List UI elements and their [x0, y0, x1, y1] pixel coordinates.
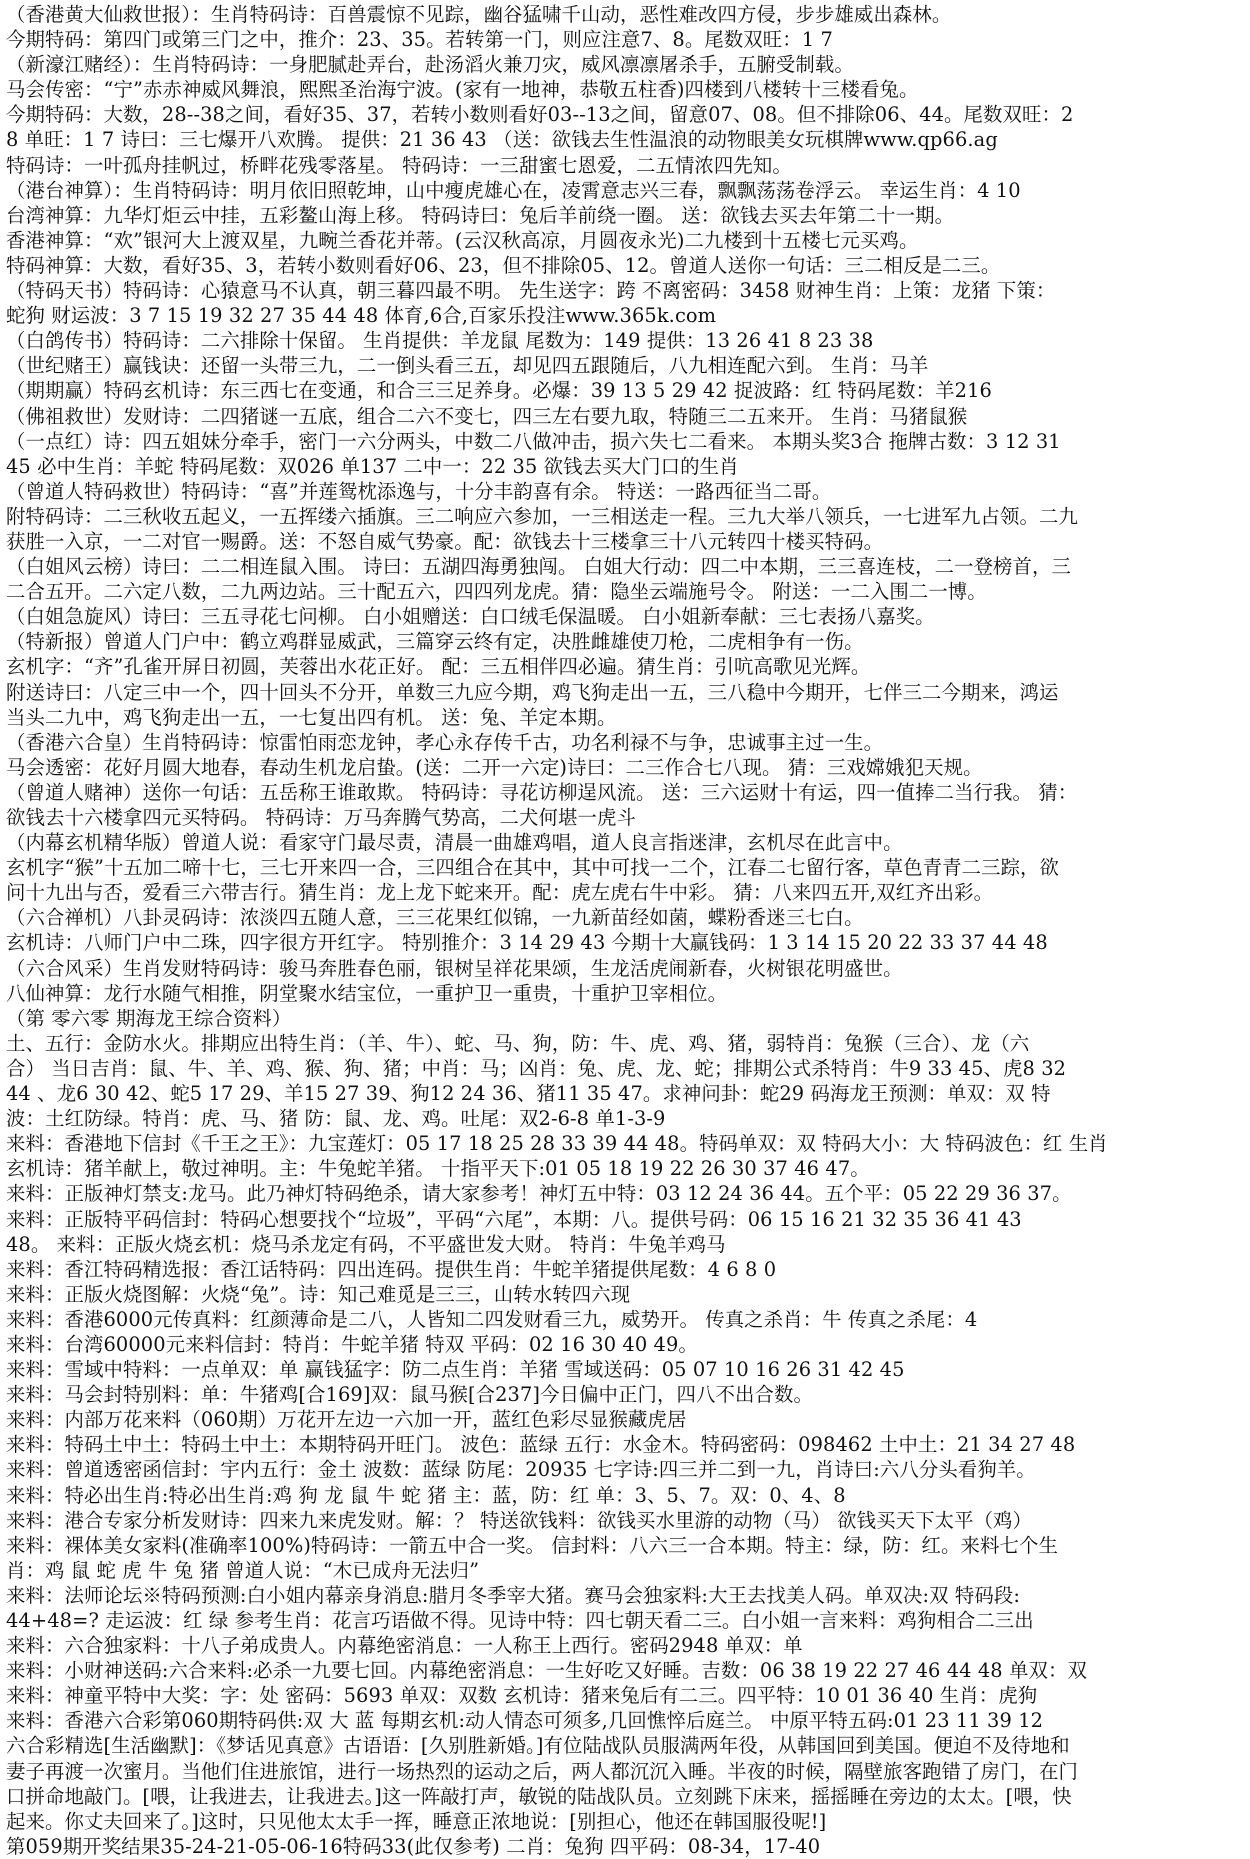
text-line: 口拼命地敲门。[喂，让我进去，让我进去。]这一阵敲打声，敏锐的陆战队员。立刻跳下床来，摇摇睡在旁边的太太。[喂，快 — [6, 1784, 1072, 1808]
text-line: （白鸽传书）特码诗：二六排除十保留。 生肖提供：羊龙鼠 尾数为：149 提供：13 26 41 8 23 38 — [6, 329, 874, 353]
text-line: 来料：雪域中特料：一点单双：单 赢钱猛字：防二点生肖：羊猪 雪域送码：05 07 10 16 26 31 42 45 — [6, 1358, 905, 1382]
text-line: 45 必中生肖：羊蛇 特码尾数：双026 单137 二中一：22 35 欲钱去买大门口的生肖 — [6, 454, 739, 478]
text-line: （香港黄大仙救世报）：生肖特码诗：百兽震惊不见踪，幽谷猛啸千山动，恶性难改四方侵，步步雄威出森林。 — [6, 3, 952, 26]
text-line: 玄机字：“齐”孔雀开屏日初圆，芙蓉出水花正好。 配：三五相伴四必遍。猜生肖：引吭高歌见光辉。 — [6, 655, 871, 679]
text-line: 欲钱去十六楼拿四元买特码。 特码诗：万马奔腾气势高，二犬何堪一虎斗 — [6, 806, 636, 829]
text-line: 马会传密：“宁”赤赤神威风舞浪，熙熙圣治海宁波。(家有一地神，恭敬五柱香)四楼到八楼转十三楼看兔。 — [6, 78, 919, 102]
text-line: （特新报）曾道人门户中：鹤立鸡群显威武，三篇穿云终有定，决胜雌雄使刀枪，二虎相争有一伤。 — [6, 630, 864, 654]
text-line: 来料：香港6000元传真料：红颜薄命是二八，人皆知二四发财看三九，威势开。 传真之杀肖：牛 传真之杀尾：4 — [6, 1307, 978, 1331]
text-line: （香港六合皇）生肖特码诗：惊雷怕雨恋龙钟，孝心永存传千古，功名利禄不与争，忠诚事主过一生。 — [6, 730, 884, 754]
text-line: 来料：六合独家料：十八子弟成贵人。内幕绝密消息：一人称王上西行。密码2948 单双：单 — [6, 1634, 803, 1658]
text-line: 44 、龙6 30 42、蛇5 17 29、羊15 27 39、狗12 24 36、猪11 35 47。求神问卦：蛇29 码海龙王预测：单双：双 特 — [6, 1082, 1051, 1106]
text-line: 妻子再渡一次蜜月。当他们住进旅馆，进行一场热烈的运动之后，两人都沉沉入睡。半夜的时候，隔壁旅客跑错了房门，在门 — [6, 1759, 1078, 1783]
text-line: 来料：裸体美女家料(准确率100%)特码诗：一箭五中合一奖。 信封料：八六三一合本期。特主：绿，防：红。来料七个生 — [6, 1533, 1058, 1557]
text-line: 今期特码：大数，28--38之间，看好35、37，若转小数则看好03--13之间，留意07、08。但不排除06、44。尾数双旺：2 — [6, 103, 1074, 127]
text-line: （港台神算）：生肖特码诗：明月依旧照乾坤，山中瘦虎雄心在，凌霄意志兴三春，飘飘荡荡卷浮云。 幸运生肖：4 10 — [6, 178, 1021, 202]
text-line: 来料：内部万花来料（060期）万花开左边一六加一开，蓝红色彩尽显猴藏虎居 — [6, 1408, 687, 1432]
text-line: 来料：神童平特中大奖：字：处 密码：5693 单双：双数 玄机诗：猪来兔后有二三。四平特：10 01 36 40 生肖：虎狗 — [6, 1684, 1038, 1708]
text-line: 来料：香港地下信封《千王之王》：九宝莲灯：05 17 18 25 28 33 39 44 48。特码单双：双 特码大小：大 特码波色：红 生肖 — [6, 1132, 1108, 1156]
text-line: （白姐风云榜）诗曰：二二相连鼠入围。 诗曰：五湖四海勇独闯。 白姐大行动：四二中本期，三三喜连枝，二一登榜首，三 — [6, 555, 1072, 579]
text-line: 起来。你丈夫回来了。]这时，只见他太太手一挥，睡意正浓地说：[别担心，他还在韩国服役呢!] — [6, 1809, 827, 1833]
text-line: 特码神算：大数，看好35、3，若转小数则看好06、23，但不排除05、12。曾道人送你一句话：三二相反是二三。 — [6, 253, 1001, 277]
text-line: 来料：正版火烧图解：火烧“兔”。诗：知己难觅是三三，山转水转四六现 — [6, 1282, 631, 1306]
text-line: 来料：马会封特别料：单：牛猪鸡[合169]双：鼠马猴[合237]今日偏中正门，四八不出合数。 — [6, 1383, 813, 1407]
text-line: 来料：香江特码精选报：香江话特码：四出连码。提供生肖：牛蛇羊猪提供尾数：4 6 8 0 — [6, 1257, 777, 1281]
text-line: 来料：正版特平码信封：特码心想要找个“垃圾”，平码“六尾”，本期：八。提供号码：06 15 16 21 32 35 36 41 43 — [6, 1207, 1022, 1231]
text-line: 来料：香港六合彩第060期特码供:双 大 蓝 每期玄机:动人情态可须多,几回憔悴后庭兰。 中原平特五码:01 23 11 39 12 — [6, 1709, 1044, 1733]
text-line: （内幕玄机精华版）曾道人说：看家守门最尽责，清晨一曲雄鸡唱，道人良言指迷津，玄机尽在此言中。 — [6, 831, 903, 855]
text-line: （期期赢）特码玄机诗：东三西七在变通，和合三三足养身。必爆：39 13 5 29 42 捉波路：红 特码尾数：羊216 — [6, 379, 992, 403]
text-line: （特码天书）特码诗：心猿意马不认真，朝三暮四最不明。 先生送字：跨 不离密码：3458 财神生肖：上策：龙猪 下策： — [6, 279, 1056, 303]
text-line: （曾道人特码救世）特码诗：“喜”并莲鸳枕添逸与，十分丰韵喜有余。 特送：一路西征当二哥。 — [6, 479, 832, 503]
text-line: 土、五行：金防水火。排期应出特生肖：（羊、牛）、蛇、马、狗，防：牛、虎、鸡、猪，弱特肖：兔猴（三合）、龙（六 — [6, 1031, 1030, 1055]
text-line: （曾道人赌神）送你一句话：五岳称王谁敢欺。 特码诗：寻花访柳逞风流。 送：三六运财十有运，四一值捧二当行我。 猜： — [6, 780, 1078, 804]
text-line: 六合彩精选[生活幽默]：《梦话见真意》古语语：[久别胜新婚。]有位陆战队员服满两年役，从韩国回到美国。便迫不及待地和 — [6, 1734, 1070, 1758]
text-line: 来料：特码土中土：特码土中土：本期特码开旺门。 波色：蓝绿 五行：水金木。特码密码：098462 土中土：21 34 27 48 — [6, 1433, 1076, 1457]
text-line: 附送诗曰：八定三中一个，四十回头不分开，单数三九应今期，鸡飞狗走出一五，三八稳中今期开，七伴三二今期来，鸿运 — [6, 680, 1059, 704]
text-line: 第059期开奖结果35-24-21-05-06-16特码33(此仅参考) 二肖：兔狗 四平码：08-34，17-40 — [6, 1834, 821, 1858]
text-line: （六合风采）生肖发财特码诗：骏马奔胜春色丽，银树呈祥花果颂，生龙活虎闹新春，火树银花明盛世。 — [6, 956, 903, 980]
text-line: 来料：特必出生肖:特必出生肖:鸡 狗 龙 鼠 牛 蛇 猪 主：蓝，防：红 单：3、5、7。双：0、4、8 — [6, 1483, 846, 1507]
text-line: 合） 当日吉肖：鼠、牛、羊、鸡、猴、狗、猪；中肖：马；凶肖：兔、虎、龙、蛇；排期公式杀特肖：牛9 33 45、虎8 32 — [6, 1056, 1067, 1080]
text-line: （佛祖救世）发财诗：二四猪谜一五底，组合二六不变七，四三左右要九取，特随三二五来开。 生肖：马猪鼠猴 — [6, 404, 968, 428]
text-line: 二合五开。二六定八数，二九两边站。三十配五六，四四列龙虎。猜：隐坐云端施号令。 附送：一二入围二一博。 — [6, 580, 987, 604]
text-line: 马会透密：花好月圆大地春，春动生机龙启蛰。(送：二开一六定)诗曰：二三作合七八现。 猜：三戏嫦娥犯天规。 — [6, 755, 983, 779]
text-line: 来料：法师论坛※特码预测:白小姐内幕亲身消息:腊月冬季宰大猪。赛马会独家料:大王去找美人码。单双决:双 特码段: — [6, 1583, 1020, 1607]
text-line: 来料：曾道透密函信封：宇内五行：金土 波数：蓝绿 防尾：20935 七字诗:四三并二到一九，肖诗曰:六八分头看狗羊。 — [6, 1458, 1036, 1482]
text-line: 问十九出与否，爱看三六带吉行。猜生肖：龙上龙下蛇来开。配：虎左虎右牛中彩。 猜：八来四五开,双红齐出彩。 — [6, 881, 994, 905]
text-line: 玄机字“猴”十五加二啼十七，三七开来四一合，三四组合在其中，其中可找一二个，江春二七留行客，草色青青二三踪，欲 — [6, 856, 1060, 880]
text-line: 玄机诗：猪羊献上，敬过神明。主：牛兔蛇羊猪。 十指平天下:01 05 18 19 22 26 30 37 46 47。 — [6, 1157, 870, 1181]
text-line: 来料：台湾60000元来料信封：特肖：牛蛇羊猪 特双 平码：02 16 30 40 49。 — [6, 1332, 698, 1356]
text-line: （世纪赌王）赢钱诀：还留一头带三九，二一倒头看三五，却见四五跟随后，八九相连配六到。 生肖：马羊 — [6, 354, 929, 378]
text-line: 附特码诗：二三秋收五起义，一五挥缕六插旗。三二响应六参加，一三相送走一程。三九大举八领兵，一七进军九占领。二九 — [6, 504, 1078, 528]
text-line: 波：土红防绿。特肖：虎、马、猪 防：鼠、龙、鸡。吐尾：双2-6-8 单1-3-9 — [6, 1107, 666, 1131]
text-line: （第 零六零 期海龙王综合资料） — [6, 1006, 292, 1030]
text-line: 获胜一入京，一二对官一赐爵。送：不怒自威气势豪。配：欲钱去十三楼拿三十八元转四十楼买特码。 — [6, 529, 884, 553]
text-line: （六合禅机）八卦灵码诗：浓淡四五随人意，三三花果红似锦，一九新苗经如菌，蝶粉香迷三七白。 — [6, 906, 864, 930]
text-line: 当头二九中，鸡飞狗走出一五，一七复出四有机。 送：兔、羊定本期。 — [6, 705, 617, 729]
text-line: 来料：正版神灯禁支:龙马。此乃神灯特码绝杀，请大家参考！神灯五中特：03 12 24 36 44。五个平：05 22 29 36 37。 — [6, 1182, 1072, 1206]
text-line: 8 单旺：1 7 诗曰：三七爆开八欢腾。 提供：21 36 43 （送：欲钱去生性温浪的动物眼美女玩棋牌www.qp66.ag — [6, 128, 998, 152]
text-line: 八仙神算：龙行水随气相推，阴堂聚水结宝位，一重护卫一重贵，十重护卫宰相位。 — [6, 981, 728, 1005]
text-line: 肖：鸡 鼠 蛇 虎 牛 兔 猪 曾道人说：“木已成舟无法归” — [6, 1558, 480, 1582]
text-line: 香港神算：“欢”银河大上渡双星，九畹兰香花并蒂。(云汉秋高凉，月圆夜永光)二九楼到十五楼七元买鸡。 — [6, 228, 919, 252]
text-line: 特码诗：一叶孤舟挂帆过，桥畔花残零落星。 特码诗：一三甜蜜七恩爱，二五情浓四先知。 — [6, 153, 792, 177]
text-line: 蛇狗 财运波：3 7 15 19 32 27 35 44 48 体育,6合,百家乐投注www.365k.com — [6, 304, 717, 328]
text-line: （新濠江赌经）：生肖特码诗：一身肥腻赴弄台，赴汤滔火兼刀灾，威风凛凛屠杀手，五腑受制载。 — [6, 53, 854, 77]
text-line: （一点红）诗：四五姐妹分牵手，密门一六分两头，中数二八做冲击，损六失七二看来。 本期头奖3合 拖牌古数：3 12 31 — [6, 429, 1061, 453]
text-line: 来料：港合专家分析发财诗：四来九来虎发财。解：？ 特送欲钱料：欲钱买水里游的动物（马） 欲钱买天下太平（鸡） — [6, 1508, 1033, 1532]
text-line: 玄机诗：八师门户中二珠，四字很方开红字。 特别推介：3 14 29 43 今期十大赢钱码：1 3 14 15 20 22 33 37 44 48 — [6, 931, 1048, 955]
text-line: 48。 来料：正版火烧玄机：烧马杀龙定有码，不平盛世发大财。 特肖：牛兔羊鸡马 — [6, 1232, 726, 1256]
text-line: 台湾神算：九华灯炬云中挂，五彩鳌山海上移。 特码诗曰：兔后羊前绕一圈。 送：欲钱去买去年第二十一期。 — [6, 203, 955, 227]
text-line: 今期特码：第四门或第三门之中，推介：23、35。若转第一门，则应注意7、8。尾数双旺：1 7 — [6, 28, 833, 52]
text-line: 来料：小财神送码:六合来料:必杀一九要七回。内幕绝密消息：一生好吃又好睡。吉数：06 38 19 22 27 46 44 48 单双：双 — [6, 1659, 1087, 1683]
text-line: （白姐急旋风）诗曰：三五寻花七问柳。 白小姐赠送：白口绒毛保温暖。 白小姐新奉献：三七表扬八嘉奖。 — [6, 605, 935, 629]
text-line: 44+48=? 走运波：红 绿 参考生肖：花言巧语做不得。见诗中特：四七朝天看二三。白小姐一言来料：鸡狗相合二三出 — [6, 1609, 1034, 1632]
